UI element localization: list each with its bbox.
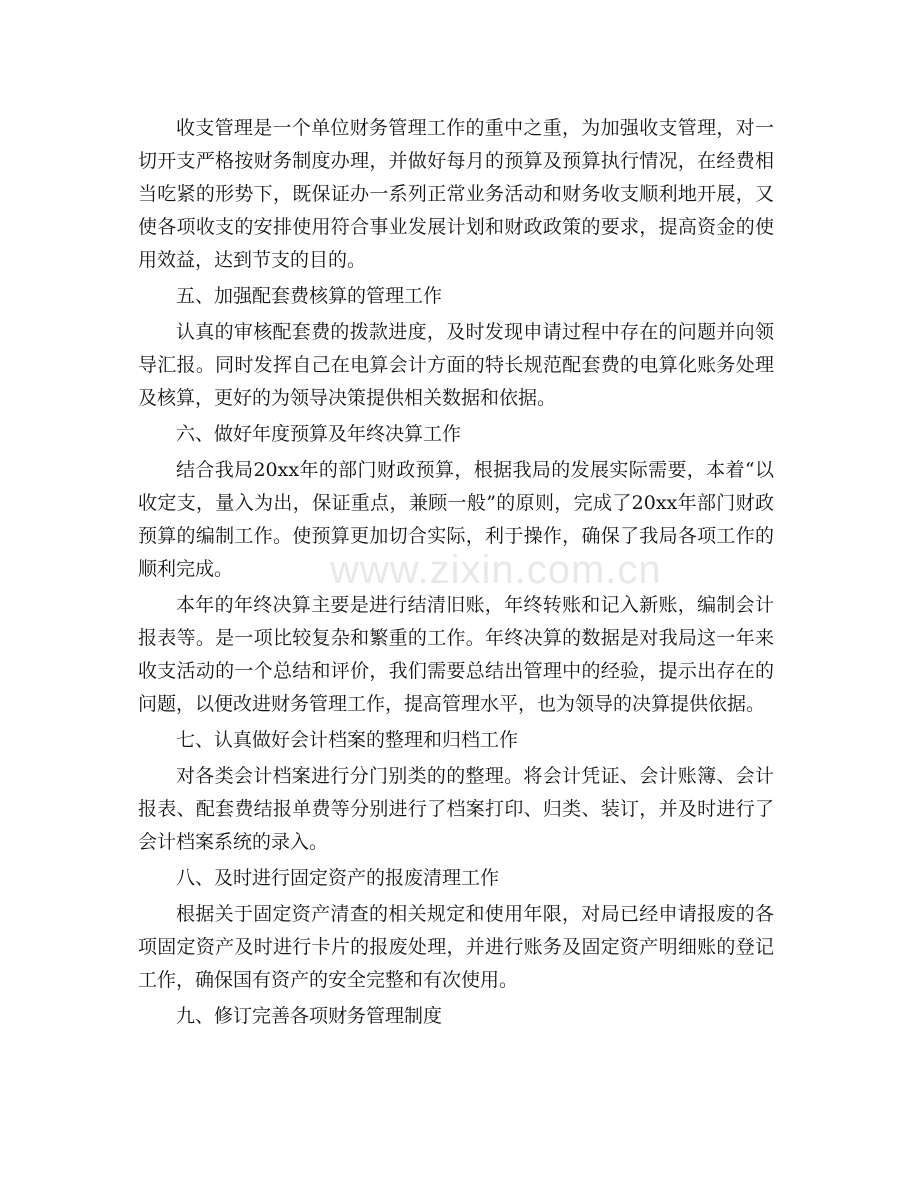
- section-heading-8: 八、及时进行固定资产的报废清理工作: [176, 867, 500, 889]
- section-heading-6: 六、做好年度预算及年终决算工作: [176, 423, 462, 445]
- section-heading-5: 五、加强配套费核算的管理工作: [176, 285, 443, 307]
- paragraph-fixed-assets: 根据关于固定资产清查的相关规定和使用年限，对局已经申请报废的各项固定资产及时进行卡片的报废处理，并进行账务及固定资产明细账的登记工作，确保国有资产的安全完整和有次使用。: [138, 903, 774, 991]
- paragraph-archives: 对各类会计档案进行分门别类的的整理。将会计凭证、会计账簿、会计报表、配套费结报单费等分别进行了档案打印、归类、装订，并及时进行了会计档案系统的录入。: [138, 765, 774, 853]
- paragraph-income-expense: 收支管理是一个单位财务管理工作的重中之重，为加强收支管理，对一切开支严格按财务制度办理，并做好每月的预算及预算执行情况，在经费相当吃紧的形势下，既保证办一系列正常业务活动和财务收支顺利地开展，又使各项收支的安排使用符合事业发展计划和财政政策的要求，提高资金的使用效益，达到节支的目的。: [138, 117, 774, 271]
- section-heading-9: 九、修订完善各项财务管理制度: [176, 1005, 443, 1027]
- document-body: [138, 112, 774, 1036]
- watermark-text: www.zixin.com.cn: [330, 548, 662, 592]
- section-heading-7: 七、认真做好会计档案的整理和归档工作: [176, 729, 519, 751]
- paragraph-annual-budget: 结合我局20xx年的部门财政预算，根据我局的发展实际需要，本着“以收定支，量入为出，保证重点，兼顾一般”的原则，完成了20xx年部门财政预算的编制工作。使预算更加切合实际，利于操作，确保了我局各项工作的顺利完成。: [138, 459, 774, 580]
- paragraph-final-accounts: 本年的年终决算主要是进行结清旧账，年终转账和记入新账，编制会计报表等。是一项比较复杂和繁重的工作。年终决算的数据是对我局这一年来收支活动的一个总结和评价，我们需要总结出管理中的经验，提示出存在的问题，以便改进财务管理工作，提高管理水平，也为领导的决算提供依据。: [138, 594, 774, 715]
- paragraph-supporting-fees: 认真的审核配套费的拨款进度，及时发现申请过程中存在的问题并向领导汇报。同时发挥自己在电算会计方面的特长规范配套费的电算化账务处理及核算，更好的为领导决策提供相关数据和依据。: [138, 321, 774, 409]
